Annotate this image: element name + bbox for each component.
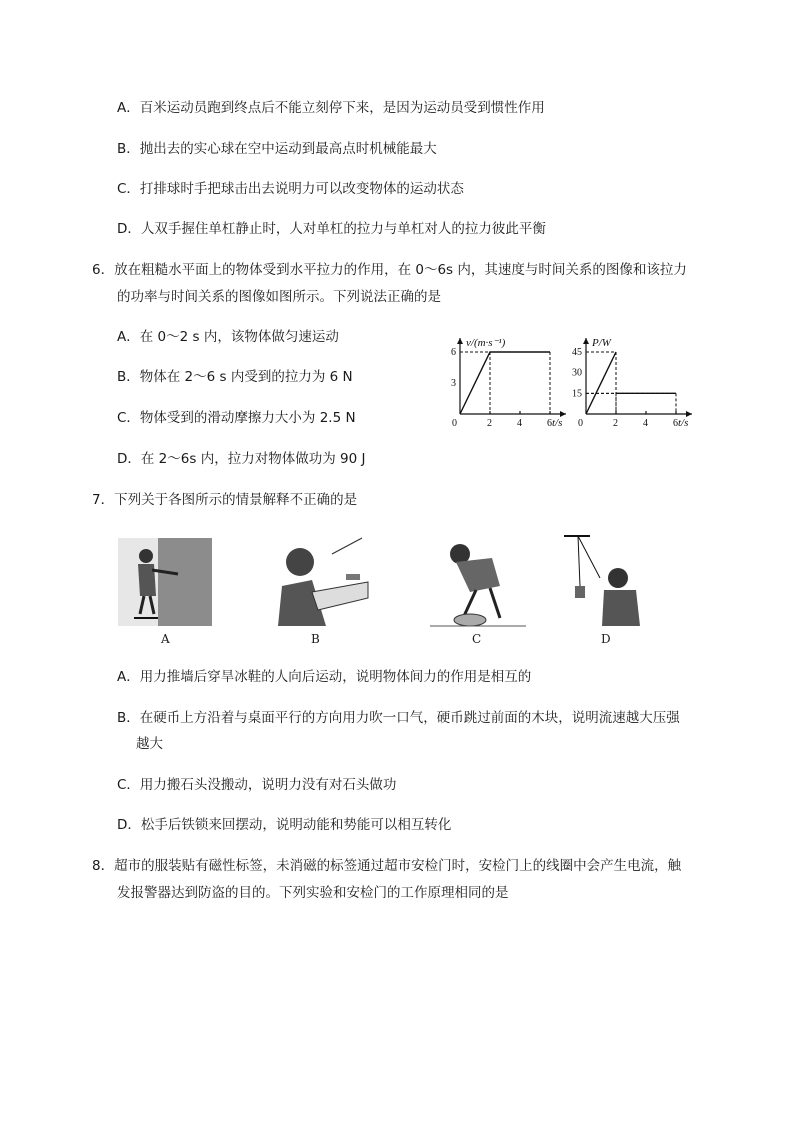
p-chart-x-tick-label: 6	[673, 418, 678, 429]
v-chart-x-tick-label: 6	[547, 418, 552, 429]
velocity-time-chart	[440, 330, 580, 430]
figure-label-d: D	[601, 632, 611, 646]
p-chart-ylabel: P/W	[592, 337, 611, 349]
q6-option-d: D．在 2～6s 内，拉力对物体做功为 90 J	[117, 451, 366, 467]
figure-d-pendulum	[560, 534, 650, 628]
p-chart-data-line	[586, 352, 616, 414]
figure-label-c: C	[472, 632, 482, 646]
p-chart-y-tick-label: 15	[572, 388, 582, 400]
q7-option-b-line1: B．在硬币上方沿着与桌面平行的方向用力吹一口气，硬币跳过前面的木块，说明流速越大压强	[117, 710, 680, 726]
q6-option-c: C．物体受到的滑动摩擦力大小为 2.5 N	[117, 410, 356, 426]
figure-label-a: A	[161, 632, 170, 646]
q8-stem-line1: 8．超市的服装贴有磁性标签，未消磁的标签通过超市安检门时，安检门上的线圈中会产生电流，触	[92, 858, 682, 874]
q5-option-b: B．抛出去的实心球在空中运动到最高点时机械能最大	[117, 141, 437, 157]
p-chart-x-tick-label: 0	[578, 418, 583, 429]
q8-stem-line2: 发报警器达到防盗的目的。下列实验和安检门的工作原理相同的是	[117, 885, 509, 901]
v-chart-y-tick-label: 3	[451, 378, 456, 389]
v-chart-y-arrow	[457, 338, 463, 344]
v-chart-x-tick-label: 4	[517, 418, 522, 429]
q7-stem: 7．下列关于各图所示的情景解释不正确的是	[92, 492, 358, 508]
v-chart-data-line	[460, 352, 550, 414]
power-time-chart	[566, 330, 706, 430]
figure-label-b: B	[311, 632, 320, 646]
q6-stem-line1: 6．放在粗糙水平面上的物体受到水平拉力的作用，在 0～6s 内，其速度与时间关系的图像和该拉力	[92, 262, 687, 278]
v-chart-xlabel: t/s	[552, 417, 563, 429]
figure-a-push-wall	[118, 538, 212, 628]
v-chart-y-tick-label: 6	[451, 347, 456, 358]
q5-option-a: A．百米运动员跑到终点后不能立刻停下来，是因为运动员受到惯性作用	[117, 100, 545, 116]
p-chart-x-tick-label: 4	[643, 418, 648, 429]
q5-option-d: D．人双手握住单杠静止时，人对单杠的拉力与单杠对人的拉力彼此平衡	[117, 221, 546, 237]
q7-option-d: D．松手后铁锁来回摆动，说明动能和势能可以相互转化	[117, 817, 452, 833]
q6-option-a: A．在 0～2 s 内，该物体做匀速运动	[117, 329, 339, 345]
q6-option-b: B．物体在 2～6 s 内受到的拉力为 6 N	[117, 369, 353, 385]
q6-stem-line2: 的功率与时间关系的图像如图所示。下列说法正确的是	[117, 289, 441, 305]
p-chart-x-tick-label: 2	[613, 418, 618, 429]
q7-option-c: C．用力搬石头没搬动，说明力没有对石头做功	[117, 777, 397, 793]
p-chart-y-tick-label: 45	[572, 347, 582, 358]
q5-option-c: C．打排球时手把球击出去说明力可以改变物体的运动状态	[117, 181, 464, 197]
figure-c-lift-stone	[430, 538, 526, 628]
p-chart-x-arrow	[686, 411, 692, 417]
q7-option-a: A．用力推墙后穿旱冰鞋的人向后运动，说明物体间力的作用是相互的	[117, 669, 532, 685]
p-chart-y-arrow	[583, 338, 589, 344]
q7-option-b-line2: 越大	[136, 736, 163, 752]
p-chart-xlabel: t/s	[678, 417, 689, 429]
v-chart-x-tick-label: 0	[452, 418, 457, 429]
v-chart-x-tick-label: 2	[487, 418, 492, 429]
p-chart-y-tick-label: 30	[572, 367, 582, 379]
v-chart-ylabel: v/(m·s⁻¹)	[466, 337, 506, 349]
figure-b-blow-coin	[272, 536, 368, 628]
